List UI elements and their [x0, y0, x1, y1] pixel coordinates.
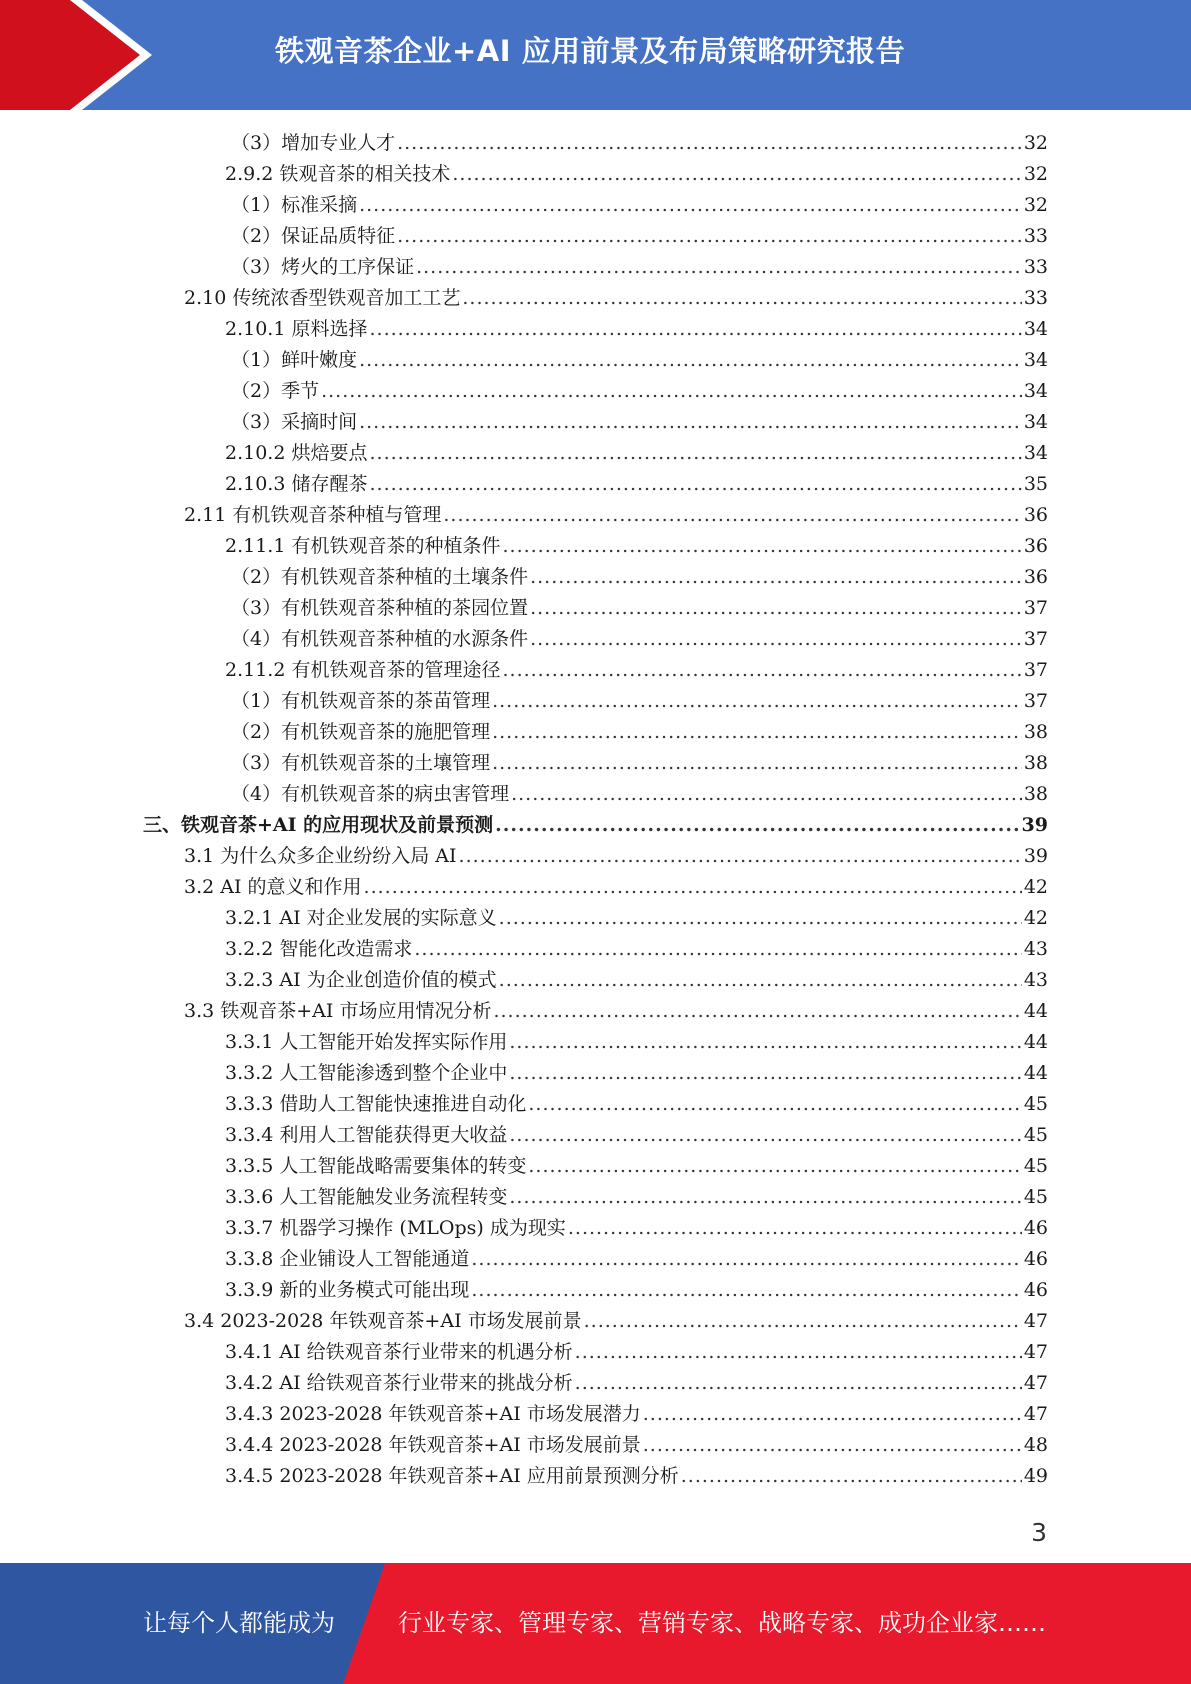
toc-entry[interactable]	[184, 500, 1048, 531]
toc-entry[interactable]	[231, 221, 1048, 252]
toc-entry-page: 34	[1023, 380, 1048, 402]
toc-entry-page: 33	[1023, 287, 1048, 309]
toc-entry[interactable]	[231, 252, 1048, 283]
toc-entry-label: 3.2.1 AI 对企业发展的实际意义	[225, 907, 497, 929]
toc-entry[interactable]	[225, 1275, 1048, 1306]
toc-entry-page: 47	[1023, 1372, 1048, 1394]
toc-entry[interactable]	[231, 345, 1048, 376]
toc-entry-page: 34	[1023, 411, 1048, 433]
toc-entry-page: 34	[1023, 442, 1048, 464]
toc-entry-label: 2.9.2 铁观音茶的相关技术	[225, 163, 451, 185]
toc-leader-dots	[499, 969, 1022, 991]
toc-entry-page: 32	[1023, 132, 1048, 154]
footer-slogan-right: 行业专家、管理专家、营销专家、战略专家、成功企业家……	[398, 1609, 1046, 1637]
toc-entry-page: 32	[1023, 163, 1048, 185]
toc-entry[interactable]	[231, 593, 1048, 624]
toc-entry[interactable]	[225, 1399, 1048, 1430]
footer-slogan-left: 让每个人都能成为	[143, 1609, 335, 1637]
toc-entry-page: 39	[1021, 814, 1048, 836]
toc-entry-label: 3.3.6 人工智能触发业务流程转变	[225, 1186, 508, 1208]
toc-entry-label: 3.4.3 2023-2028 年铁观音茶+AI 市场发展潜力	[225, 1403, 641, 1425]
toc-entry[interactable]	[231, 686, 1048, 717]
toc-entry-page: 38	[1023, 783, 1048, 805]
toc-entry-page: 36	[1023, 535, 1048, 557]
toc-entry-page: 32	[1023, 194, 1048, 216]
toc-entry[interactable]	[225, 655, 1048, 686]
toc-leader-dots	[414, 938, 1021, 960]
toc-entry-label: 3.3.4 利用人工智能获得更大收益	[225, 1124, 508, 1146]
toc-entry[interactable]	[231, 624, 1048, 655]
toc-leader-dots	[511, 783, 1022, 805]
toc-leader-dots	[493, 1000, 1021, 1022]
toc-entry-label: 3.3.8 企业铺设人工智能通道	[225, 1248, 470, 1270]
toc-entry-page: 38	[1023, 752, 1048, 774]
toc-entry-label: 3.4.5 2023-2028 年铁观音茶+AI 应用前景预测分析	[225, 1465, 679, 1487]
toc-entry[interactable]	[231, 190, 1048, 221]
header-banner	[0, 0, 1191, 110]
toc-entry[interactable]	[184, 841, 1048, 872]
toc-entry-page: 37	[1023, 690, 1048, 712]
toc-leader-dots	[509, 1124, 1021, 1146]
toc-entry[interactable]	[225, 965, 1048, 996]
toc-entry-label: 3.2 AI 的意义和作用	[184, 876, 362, 898]
footer-banner	[0, 1563, 1191, 1684]
toc-entry-page: 38	[1023, 721, 1048, 743]
toc-leader-dots	[452, 163, 1021, 185]
toc-leader-dots	[530, 566, 1022, 588]
toc-entry-label: 3.3.5 人工智能战略需要集体的转变	[225, 1155, 527, 1177]
toc-entry-label: 3.4.1 AI 给铁观音茶行业带来的机遇分析	[225, 1341, 573, 1363]
toc-leader-dots	[502, 535, 1021, 557]
toc-entry-page: 45	[1023, 1093, 1048, 1115]
toc-entry-label: （1）有机铁观音茶的茶苗管理	[231, 690, 491, 712]
toc-entry-label: 2.10.2 烘焙要点	[225, 442, 368, 464]
toc-entry-page: 34	[1023, 318, 1048, 340]
toc-entry-page: 42	[1023, 876, 1048, 898]
toc-entry-label: 2.11.1 有机铁观音茶的种植条件	[225, 535, 501, 557]
toc-entry[interactable]	[225, 159, 1048, 190]
toc-entry-label: 3.2.2 智能化改造需求	[225, 938, 413, 960]
toc-leader-dots	[359, 194, 1022, 216]
toc-entry[interactable]	[225, 531, 1048, 562]
toc-entry-page: 42	[1023, 907, 1048, 929]
toc-entry[interactable]	[225, 1244, 1048, 1275]
toc-entry-page: 44	[1023, 1062, 1048, 1084]
toc-entry-label: 3.3.2 人工智能渗透到整个企业中	[225, 1062, 508, 1084]
report-title: 铁观音茶企业+AI 应用前景及布局策略研究报告	[275, 34, 906, 68]
toc-entry-label: （3）有机铁观音茶的土壤管理	[231, 752, 491, 774]
toc-leader-dots	[528, 1155, 1021, 1177]
toc-entry[interactable]	[225, 1089, 1048, 1120]
toc-entry-label: 3.4.4 2023-2028 年铁观音茶+AI 市场发展前景	[225, 1434, 641, 1456]
toc-entry[interactable]	[231, 376, 1048, 407]
toc-entry-label: （3）增加专业人才	[231, 132, 396, 154]
toc-leader-dots	[416, 256, 1022, 278]
toc-chapter-entry[interactable]	[143, 810, 1048, 841]
toc-entry-label: 2.11 有机铁观音茶种植与管理	[184, 504, 442, 526]
toc-leader-dots	[575, 1372, 1022, 1394]
toc-leader-dots	[495, 814, 1019, 836]
toc-entry-page: 36	[1023, 504, 1048, 526]
toc-leader-dots	[643, 1403, 1022, 1425]
toc-entry-page: 45	[1023, 1124, 1048, 1146]
toc-leader-dots	[321, 380, 1022, 402]
toc-entry[interactable]	[225, 1430, 1048, 1461]
toc-entry-page: 37	[1023, 628, 1048, 650]
toc-entry[interactable]	[184, 283, 1048, 314]
toc-entry-page: 33	[1023, 256, 1048, 278]
toc-entry-page: 37	[1023, 597, 1048, 619]
toc-leader-dots	[509, 1031, 1021, 1053]
toc-entry-page: 43	[1023, 938, 1048, 960]
toc-entry-label: （2）保证品质特征	[231, 225, 396, 247]
toc-leader-dots	[681, 1465, 1022, 1487]
toc-entry-label: （3）有机铁观音茶种植的茶园位置	[231, 597, 529, 619]
toc-entry-label: （2）季节	[231, 380, 320, 402]
toc-entry-page: 45	[1023, 1155, 1048, 1177]
toc-leader-dots	[509, 1062, 1021, 1084]
toc-entry[interactable]	[225, 469, 1048, 500]
toc-entry-page: 44	[1023, 1000, 1048, 1022]
toc-leader-dots	[359, 349, 1022, 371]
toc-entry-page: 43	[1023, 969, 1048, 991]
toc-entry[interactable]	[225, 1368, 1048, 1399]
toc-entry[interactable]	[225, 314, 1048, 345]
toc-leader-dots	[575, 1341, 1022, 1363]
toc-entry-page: 47	[1023, 1403, 1048, 1425]
toc-entry-page: 36	[1023, 566, 1048, 588]
toc-entry-label: 3.4.2 AI 给铁观音茶行业带来的挑战分析	[225, 1372, 573, 1394]
toc-entry-page: 46	[1023, 1217, 1048, 1239]
toc-entry-label: 三、铁观音茶+AI 的应用现状及前景预测	[143, 814, 494, 836]
toc-entry[interactable]	[231, 128, 1048, 159]
toc-entry-label: （1）标准采摘	[231, 194, 358, 216]
toc-entry[interactable]	[225, 1182, 1048, 1213]
toc-leader-dots	[530, 597, 1022, 619]
toc-entry[interactable]	[225, 1027, 1048, 1058]
toc-entry[interactable]	[225, 1151, 1048, 1182]
toc-entry-page: 35	[1023, 473, 1048, 495]
toc-leader-dots	[397, 225, 1022, 247]
toc-entry-label: 3.3 铁观音茶+AI 市场应用情况分析	[184, 1000, 492, 1022]
toc-leader-dots	[492, 690, 1022, 712]
toc-leader-dots	[462, 287, 1021, 309]
toc-entry-label: 3.3.1 人工智能开始发挥实际作用	[225, 1031, 508, 1053]
toc-entry[interactable]	[184, 1306, 1048, 1337]
toc-entry-label: 3.4 2023-2028 年铁观音茶+AI 市场发展前景	[184, 1310, 582, 1332]
toc-entry-label: 2.10.3 储存醒茶	[225, 473, 368, 495]
toc-entry-page: 47	[1023, 1310, 1048, 1332]
toc-leader-dots	[643, 1434, 1022, 1456]
toc-leader-dots	[459, 845, 1022, 867]
toc-entry-label: （3）烤火的工序保证	[231, 256, 415, 278]
toc-leader-dots	[364, 876, 1022, 898]
toc-leader-dots	[492, 721, 1022, 743]
toc-entry-label: （2）有机铁观音茶种植的土壤条件	[231, 566, 529, 588]
toc-entry[interactable]	[225, 1058, 1048, 1089]
toc-entry[interactable]	[225, 934, 1048, 965]
page-number: 3	[1031, 1518, 1047, 1547]
toc-leader-dots	[492, 752, 1022, 774]
toc-entry-page: 46	[1023, 1248, 1048, 1270]
toc-entry-label: 3.1 为什么众多企业纷纷入局 AI	[184, 845, 457, 867]
toc-entry-label: （4）有机铁观音茶种植的水源条件	[231, 628, 529, 650]
toc-leader-dots	[443, 504, 1021, 526]
toc-entry-page: 39	[1023, 845, 1048, 867]
toc-entry-page: 44	[1023, 1031, 1048, 1053]
toc-leader-dots	[471, 1248, 1021, 1270]
toc-entry[interactable]	[225, 1120, 1048, 1151]
toc-entry[interactable]	[184, 872, 1048, 903]
toc-entry-label: （3）采摘时间	[231, 411, 358, 433]
toc-leader-dots	[568, 1217, 1022, 1239]
toc-entry-page: 46	[1023, 1279, 1048, 1301]
toc-entry[interactable]	[231, 562, 1048, 593]
toc-entry[interactable]	[231, 779, 1048, 810]
toc-entry-page: 37	[1023, 659, 1048, 681]
toc-entry[interactable]	[231, 717, 1048, 748]
toc-entry[interactable]	[225, 1461, 1048, 1492]
toc-entry[interactable]	[231, 407, 1048, 438]
toc-leader-dots	[509, 1186, 1021, 1208]
toc-entry-label: （4）有机铁观音茶的病虫害管理	[231, 783, 510, 805]
toc-entry-page: 48	[1023, 1434, 1048, 1456]
toc-entry-page: 34	[1023, 349, 1048, 371]
toc-entry-label: 2.11.2 有机铁观音茶的管理途径	[225, 659, 501, 681]
toc-entry[interactable]	[225, 1337, 1048, 1368]
toc-leader-dots	[530, 628, 1022, 650]
toc-entry-label: （2）有机铁观音茶的施肥管理	[231, 721, 491, 743]
toc-leader-dots	[499, 907, 1022, 929]
toc-entry-label: 3.3.3 借助人工智能快速推进自动化	[225, 1093, 527, 1115]
toc-entry-label: （1）鲜叶嫩度	[231, 349, 358, 371]
toc-leader-dots	[528, 1093, 1021, 1115]
toc-entry-page: 47	[1023, 1341, 1048, 1363]
toc-entry-label: 2.10.1 原料选择	[225, 318, 368, 340]
toc-leader-dots	[584, 1310, 1022, 1332]
toc-leader-dots	[369, 473, 1021, 495]
toc-entry-page: 49	[1023, 1465, 1048, 1487]
toc-entry-label: 3.3.9 新的业务模式可能出现	[225, 1279, 470, 1301]
toc-leader-dots	[369, 442, 1021, 464]
toc-leader-dots	[502, 659, 1021, 681]
toc-entry-label: 3.3.7 机器学习操作 (MLOps) 成为现实	[225, 1217, 566, 1239]
toc-entry-label: 3.2.3 AI 为企业创造价值的模式	[225, 969, 497, 991]
toc-entry[interactable]	[225, 438, 1048, 469]
toc-entry-page: 33	[1023, 225, 1048, 247]
toc-leader-dots	[397, 132, 1022, 154]
toc-entry-page: 45	[1023, 1186, 1048, 1208]
toc-entry[interactable]	[231, 748, 1048, 779]
toc-leader-dots	[471, 1279, 1021, 1301]
toc-leader-dots	[359, 411, 1022, 433]
toc-entry[interactable]	[225, 1213, 1048, 1244]
toc-entry-label: 2.10 传统浓香型铁观音加工工艺	[184, 287, 461, 309]
toc-entry[interactable]	[225, 903, 1048, 934]
toc-leader-dots	[369, 318, 1021, 340]
toc-entry[interactable]	[184, 996, 1048, 1027]
